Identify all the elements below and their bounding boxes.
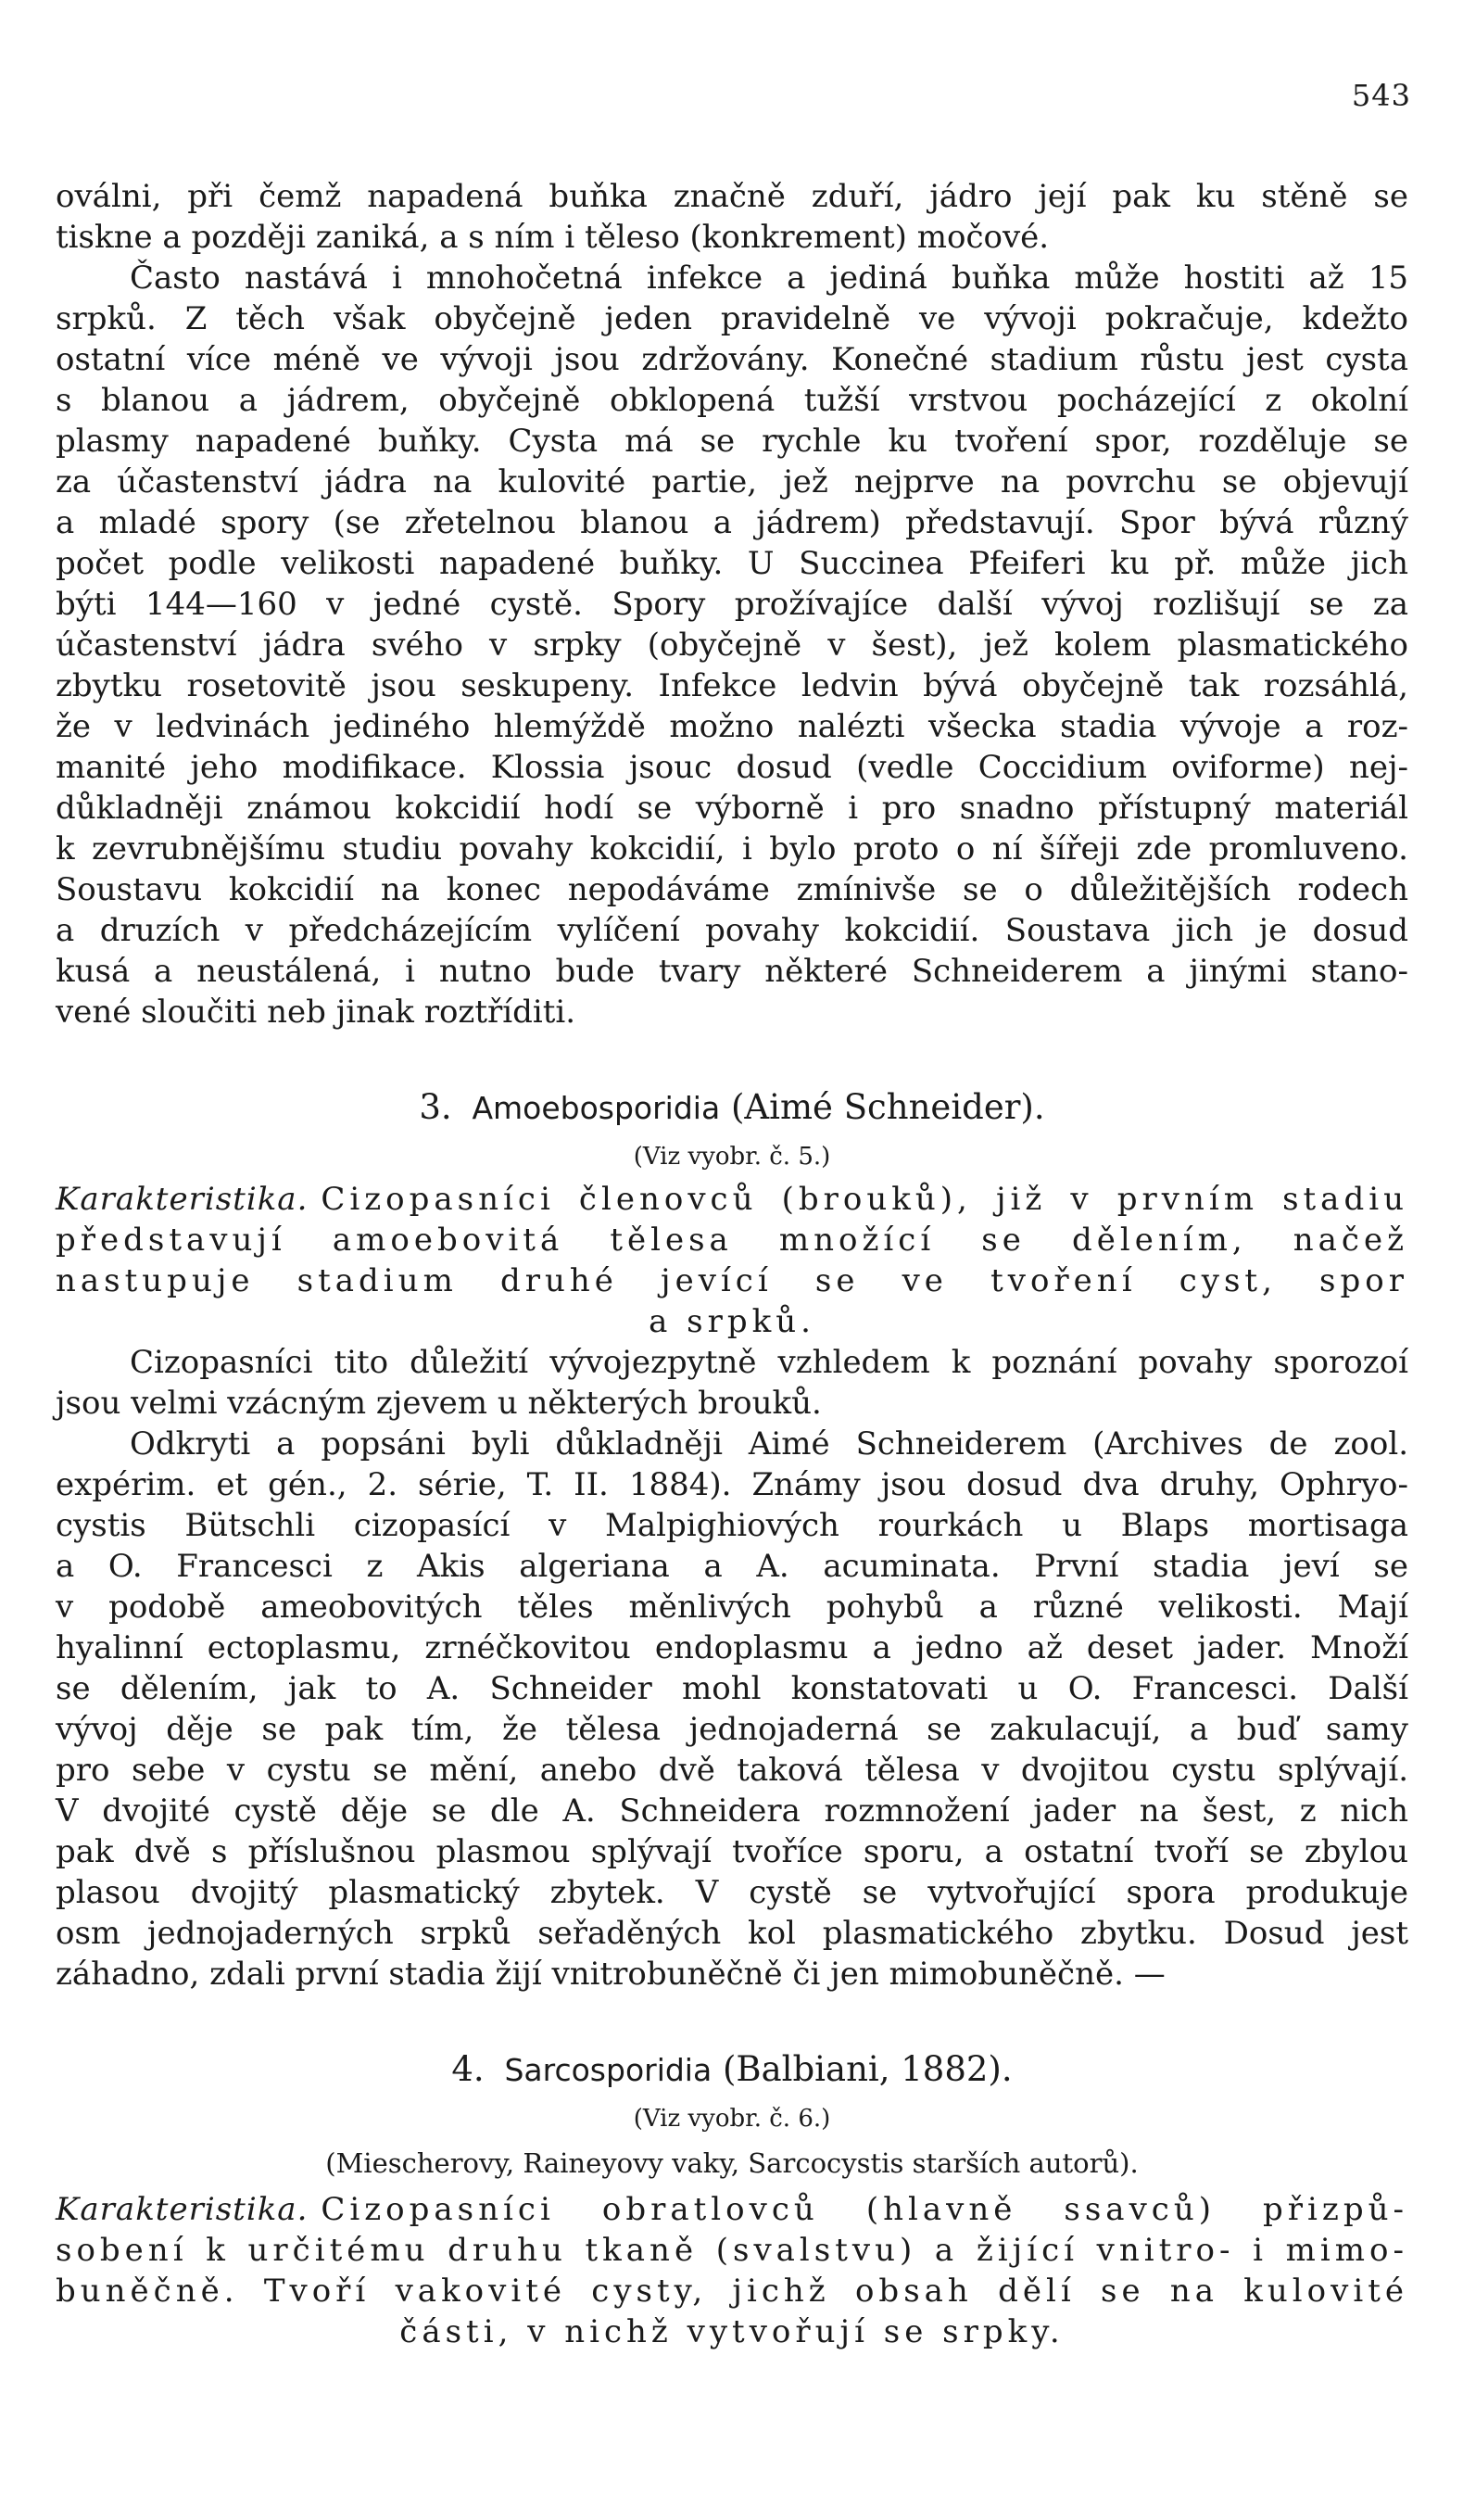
text-line: vývoj děje se pak tím, že tělesa jednojaderná se zakulacují, a buď samy <box>56 1711 1408 1748</box>
text-line: zbytku rosetovitě jsou seskupeny. Infekce ledvin bývá obyčejně tak rozsáhlá, <box>56 667 1408 704</box>
text-line: a srpků. <box>649 1303 815 1340</box>
text-line: za účastenství jádra na kulovité partie, jež nejprve na povrchu se objevují <box>56 463 1408 500</box>
text-line: důkladněji známou kokcidií hodí se výborně i pro snadno přístupný materiál <box>56 790 1408 827</box>
section-3-heading <box>56 1081 1408 1134</box>
text-line: nastupuje stadium druhé jevící se ve tvoření cyst, spor <box>56 1262 1408 1299</box>
section-author: (Aimé Schneider). <box>730 1087 1045 1127</box>
section-3-characteristic <box>56 1179 1408 1342</box>
text-line: k zevrubnějšímu studiu povahy kokcidií, i bylo proto o ní šířeji zde promluveno. <box>56 830 1408 867</box>
section-title: Amoebosporidia <box>472 1090 721 1126</box>
text-line: cystis Bütschli cizopasící v Malpighiových rourkách u Blaps mortisaga <box>56 1507 1408 1544</box>
text-line: býti 144—160 v jedné cystě. Spory prožívajíce další vývoj rozlišují se za <box>56 586 1408 623</box>
page-body <box>56 176 1408 2352</box>
characteristic-label: Karakteristika. <box>56 1181 309 1218</box>
intro-paragraph <box>56 176 1408 1032</box>
characteristic-text: Cizopasníci členovců (brouků), již v prvním stadiu <box>321 1181 1408 1218</box>
text-line: a mladé spory (se zřetelnou blanou a jádrem) představují. Spor bývá různý <box>56 504 1408 541</box>
figure-reference: (Viz vyobr. č. 5.) <box>633 1143 831 1171</box>
text-line: buněčně. Tvoří vakovité cysty, jichž obsah dělí se na kulovité <box>56 2273 1408 2310</box>
section-number: 3. <box>419 1087 452 1127</box>
text-line: plasou dvojitý plasmatický zbytek. V cystě se vytvořující spora produkuje <box>56 1874 1408 1911</box>
section-title: Sarcosporidia <box>504 2052 713 2088</box>
section-author: (Balbiani, 1882). <box>722 2049 1013 2089</box>
text-line: plasmy napadené buňky. Cysta má se rychle ku tvoření spor, rozděluje se <box>56 423 1408 460</box>
text-line: Odkryti a popsáni byli důkladněji Aimé Schneiderem (Archives de zool. <box>130 1425 1408 1463</box>
text-line: v podobě ameobovitých těles měnlivých pohybů a různé velikosti. Mají <box>56 1589 1408 1626</box>
section-4-heading <box>56 2043 1408 2096</box>
text-line: oválni, při čemž napadená buňka značně zduří, jádro její pak ku stěně se <box>56 178 1408 215</box>
text-line: záhadno, zdali první stadia žijí vnitrobuněčně či jen mimobuněčně. — <box>56 1956 1166 1993</box>
text-line: tiskne a později zaniká, a s ním i těleso (konkrement) močové. <box>56 219 1050 256</box>
characteristic-label: Karakteristika. <box>56 2191 309 2228</box>
text-line: expérim. et gén., 2. série, T. II. 1884). Známy jsou dosud dva druhy, Ophryo- <box>56 1466 1408 1503</box>
text-line: představují amoebovitá tělesa množící se dělením, načež <box>56 1222 1408 1259</box>
text-line: osm jednojaderných srpků seřaděných kol plasmatického zbytku. Dosud jest <box>56 1915 1408 1952</box>
text-line: Cizopasníci tito důležití vývojezpytně vzhledem k poznání povahy sporozoí <box>130 1344 1408 1381</box>
synonyms-note: (Miescherovy, Raineyovy vaky, Sarcocystis starších autorů). <box>325 2147 1139 2179</box>
text-line: pro sebe v cystu se mění, anebo dvě taková tělesa v dvojitou cystu splývají. <box>56 1752 1408 1789</box>
text-line: a O. Francesci z Akis algeriana a A. acuminata. První stadia jeví se <box>56 1548 1408 1585</box>
text-line: jsou velmi vzácným zjevem u některých brouků. <box>56 1385 822 1422</box>
text-line: s blanou a jádrem, obyčejně obklopená tužší vrstvou pocházející z okolní <box>56 382 1408 419</box>
text-line: hyalinní ectoplasmu, zrnéčkovitou endoplasmu a jedno až deset jader. Množí <box>56 1629 1408 1666</box>
text-line: že v ledvinách jediného hlemýždě možno nalézti všecka stadia vývoje a roz- <box>56 708 1408 745</box>
text-line: V dvojité cystě děje se dle A. Schneidera rozmnožení jader na šest, z nich <box>56 1792 1408 1830</box>
text-line: manité jeho modifikace. Klossia jsouc dosud (vedle Coccidium oviforme) nej- <box>56 749 1408 786</box>
text-line: a druzích v předcházejícím vylíčení povahy kokcidií. Soustava jich je dosud <box>56 912 1408 949</box>
text-line: pak dvě s příslušnou plasmou splývají tvoříce sporu, a ostatní tvoří se zbylou <box>56 1833 1408 1870</box>
section-3-paragraph-2 <box>56 1424 1408 1994</box>
page-number: 543 <box>1351 78 1411 113</box>
section-3-paragraph-1 <box>56 1342 1408 1424</box>
characteristic-text: Cizopasníci obratlovců (hlavně ssavců) přizpů- <box>321 2191 1408 2228</box>
text-line: Často nastává i mnohočetná infekce a jediná buňka může hostiti až 15 <box>130 260 1408 297</box>
text-line: srpků. Z těch však obyčejně jeden pravidelně ve vývoji pokračuje, kdežto <box>56 300 1408 337</box>
text-line: části, v nichž vytvořují se srpky. <box>399 2313 1065 2350</box>
section-number: 4. <box>451 2049 485 2089</box>
text-line <box>56 2189 1408 2230</box>
text-line: se dělením, jak to A. Schneider mohl konstatovati u O. Francesci. Další <box>56 1670 1408 1707</box>
text-line: sobení k určitému druhu tkaně (svalstvu) a žijící vnitro- i mimo- <box>56 2232 1408 2269</box>
text-line: Soustavu kokcidií na konec nepodáváme zmínivše se o důležitějších rodech <box>56 871 1408 908</box>
text-line: kusá a neustálená, i nutno bude tvary některé Schneiderem a jinými stano- <box>56 953 1408 990</box>
text-line: ostatní více méně ve vývoji jsou zdržovány. Konečné stadium růstu jest cysta <box>56 341 1408 378</box>
text-line <box>56 1179 1408 1220</box>
section-4-characteristic <box>56 2189 1408 2352</box>
figure-reference: (Viz vyobr. č. 6.) <box>633 2105 831 2133</box>
text-line: účastenství jádra svého v srpky (obyčejně v šest), jež kolem plasmatického <box>56 627 1408 664</box>
text-line: vené sloučiti neb jinak roztříditi. <box>56 994 576 1031</box>
text-line: počet podle velikosti napadené buňky. U Succinea Pfeiferi ku př. může jich <box>56 545 1408 582</box>
